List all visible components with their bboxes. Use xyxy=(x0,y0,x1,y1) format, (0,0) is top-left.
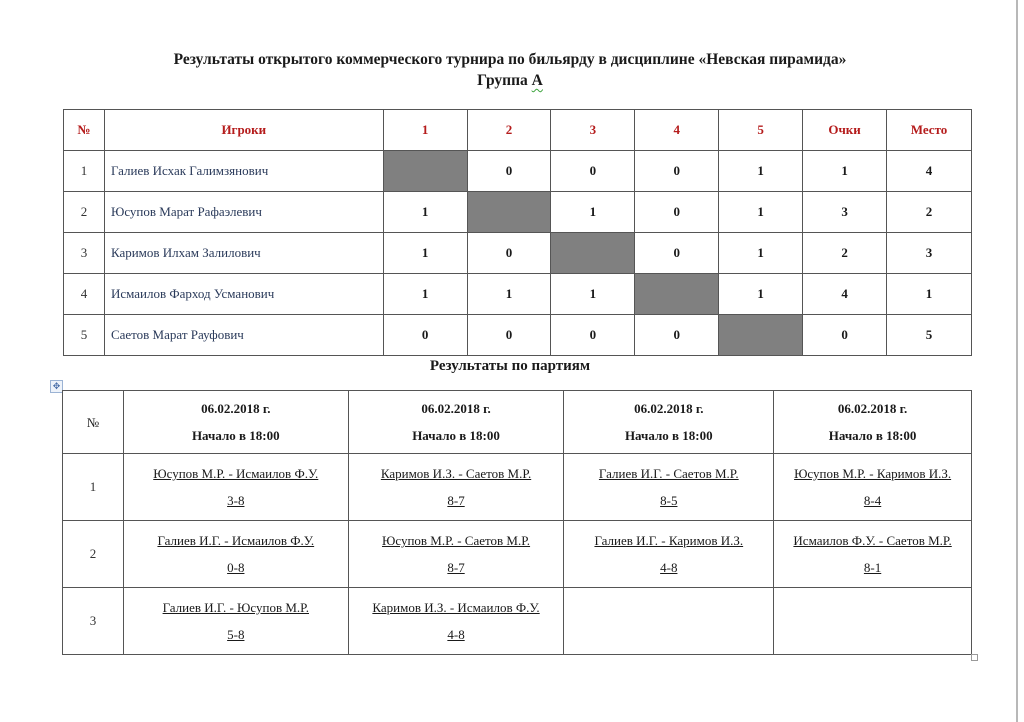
header-opponent-2: 2 xyxy=(467,110,551,151)
player-name: Юсупов Марат Рафаэлевич xyxy=(104,192,383,233)
game-cell xyxy=(348,521,564,588)
place-cell: 4 xyxy=(887,151,972,192)
games-row xyxy=(63,521,972,588)
result-cell: 1 xyxy=(383,274,467,315)
header-opponent-1: 1 xyxy=(383,110,467,151)
header-opponent-5: 5 xyxy=(719,110,803,151)
resize-square-icon[interactable] xyxy=(971,654,978,661)
game-match: Каримов И.З. - Исмаилов Ф.У. xyxy=(372,600,540,615)
points-cell: 1 xyxy=(803,151,887,192)
game-score: 0-8 xyxy=(227,560,245,575)
games-table xyxy=(62,390,972,655)
result-cell: 0 xyxy=(635,192,719,233)
game-cell xyxy=(774,521,972,588)
standings-table xyxy=(63,109,972,356)
result-cell: 1 xyxy=(467,274,551,315)
points-cell: 2 xyxy=(803,233,887,274)
points-cell: 3 xyxy=(803,192,887,233)
result-cell: 0 xyxy=(635,151,719,192)
header-points: Очки xyxy=(803,110,887,151)
round-date: 06.02.2018 г. xyxy=(634,401,704,416)
game-score: 4-8 xyxy=(660,560,678,575)
games-header-no: № xyxy=(63,391,124,454)
game-score: 8-4 xyxy=(863,493,882,508)
game-match: Галиев И.Г. - Каримов И.З. xyxy=(594,533,744,548)
games-row xyxy=(63,454,972,521)
game-number: 3 xyxy=(63,588,124,655)
game-score: 8-7 xyxy=(447,493,465,508)
header-opponent-4: 4 xyxy=(635,110,719,151)
games-header-round xyxy=(774,391,972,454)
games-header-row xyxy=(63,391,972,454)
document-title: Результаты открытого коммерческого турнира по бильярду в дисциплине «Невская пирамида» xyxy=(173,51,847,68)
header-opponent-3: 3 xyxy=(551,110,635,151)
standings-row xyxy=(64,151,972,192)
player-number: 3 xyxy=(64,233,105,274)
round-start: Начало в 18:00 xyxy=(828,428,917,443)
header-no: № xyxy=(64,110,105,151)
round-date: 06.02.2018 г. xyxy=(421,401,491,416)
result-cell: 1 xyxy=(551,192,635,233)
games-header-round xyxy=(564,391,774,454)
group-title xyxy=(0,72,1020,90)
result-cell: 0 xyxy=(467,151,551,192)
result-cell: 0 xyxy=(467,315,551,356)
diagonal-cell xyxy=(467,192,551,233)
place-cell: 5 xyxy=(887,315,972,356)
game-score: 8-7 xyxy=(447,560,465,575)
game-match: Каримов И.З. - Саетов М.Р. xyxy=(380,466,532,481)
round-date: 06.02.2018 г. xyxy=(201,401,271,416)
game-number: 2 xyxy=(63,521,124,588)
result-cell: 1 xyxy=(719,274,803,315)
games-header-round xyxy=(348,391,564,454)
empty-game-cell xyxy=(564,588,774,655)
game-score: 4-8 xyxy=(447,627,465,642)
game-cell xyxy=(564,521,774,588)
place-cell: 2 xyxy=(887,192,972,233)
round-start: Начало в 18:00 xyxy=(624,428,713,443)
game-score: 3-8 xyxy=(227,493,245,508)
result-cell: 1 xyxy=(551,274,635,315)
place-cell: 1 xyxy=(887,274,972,315)
game-match: Юсупов М.Р. - Исмаилов Ф.У. xyxy=(153,466,319,481)
result-cell: 0 xyxy=(551,315,635,356)
games-row xyxy=(63,588,972,655)
result-cell: 1 xyxy=(719,151,803,192)
player-number: 1 xyxy=(64,151,105,192)
standings-row xyxy=(64,192,972,233)
header-players: Игроки xyxy=(104,110,383,151)
game-match: Галиев И.Г. - Саетов М.Р. xyxy=(598,466,739,481)
diagonal-cell xyxy=(719,315,803,356)
standings-row xyxy=(64,315,972,356)
standings-row xyxy=(64,233,972,274)
group-letter: А xyxy=(531,72,543,89)
move-arrows-icon[interactable]: ✥ xyxy=(50,380,63,393)
result-cell: 1 xyxy=(383,233,467,274)
group-label: Группа xyxy=(477,72,532,89)
place-cell: 3 xyxy=(887,233,972,274)
round-start: Начало в 18:00 xyxy=(412,428,500,443)
player-name: Галиев Исхак Галимзянович xyxy=(104,151,383,192)
result-cell: 0 xyxy=(467,233,551,274)
result-cell: 0 xyxy=(635,233,719,274)
round-start: Начало в 18:00 xyxy=(191,428,280,443)
points-cell: 0 xyxy=(803,315,887,356)
round-date: 06.02.2018 г. xyxy=(837,401,908,416)
player-name: Каримов Илхам Залилович xyxy=(104,233,383,274)
game-match: Юсупов М.Р. - Саетов М.Р. xyxy=(381,533,531,548)
game-number: 1 xyxy=(63,454,124,521)
player-number: 2 xyxy=(64,192,105,233)
result-cell: 1 xyxy=(383,192,467,233)
result-cell: 1 xyxy=(719,192,803,233)
game-score: 8-1 xyxy=(863,560,882,575)
game-cell xyxy=(774,454,972,521)
game-cell xyxy=(348,454,564,521)
result-cell: 0 xyxy=(551,151,635,192)
player-number: 5 xyxy=(64,315,105,356)
game-cell xyxy=(123,521,348,588)
games-title: Результаты по партиям xyxy=(429,358,591,374)
player-name: Саетов Марат Рауфович xyxy=(104,315,383,356)
result-cell: 1 xyxy=(719,233,803,274)
result-cell: 0 xyxy=(383,315,467,356)
game-cell xyxy=(123,588,348,655)
game-match: Исмаилов Ф.У. - Саетов М.Р. xyxy=(793,533,952,548)
empty-game-cell xyxy=(774,588,972,655)
diagonal-cell xyxy=(635,274,719,315)
header-place: Место xyxy=(887,110,972,151)
game-match: Галиев И.Г. - Юсупов М.Р. xyxy=(162,600,309,615)
game-score: 8-5 xyxy=(660,493,678,508)
diagonal-cell xyxy=(383,151,467,192)
game-cell xyxy=(123,454,348,521)
standings-header-row xyxy=(64,110,972,151)
standings-row xyxy=(64,274,972,315)
game-match: Галиев И.Г. - Исмаилов Ф.У. xyxy=(157,533,315,548)
points-cell: 4 xyxy=(803,274,887,315)
player-number: 4 xyxy=(64,274,105,315)
game-score: 5-8 xyxy=(227,627,245,642)
game-cell xyxy=(348,588,564,655)
result-cell: 0 xyxy=(635,315,719,356)
diagonal-cell xyxy=(551,233,635,274)
games-header-round xyxy=(123,391,348,454)
game-cell xyxy=(564,454,774,521)
game-match: Юсупов М.Р. - Каримов И.З. xyxy=(794,466,952,481)
player-name: Исмаилов Фарход Усманович xyxy=(104,274,383,315)
